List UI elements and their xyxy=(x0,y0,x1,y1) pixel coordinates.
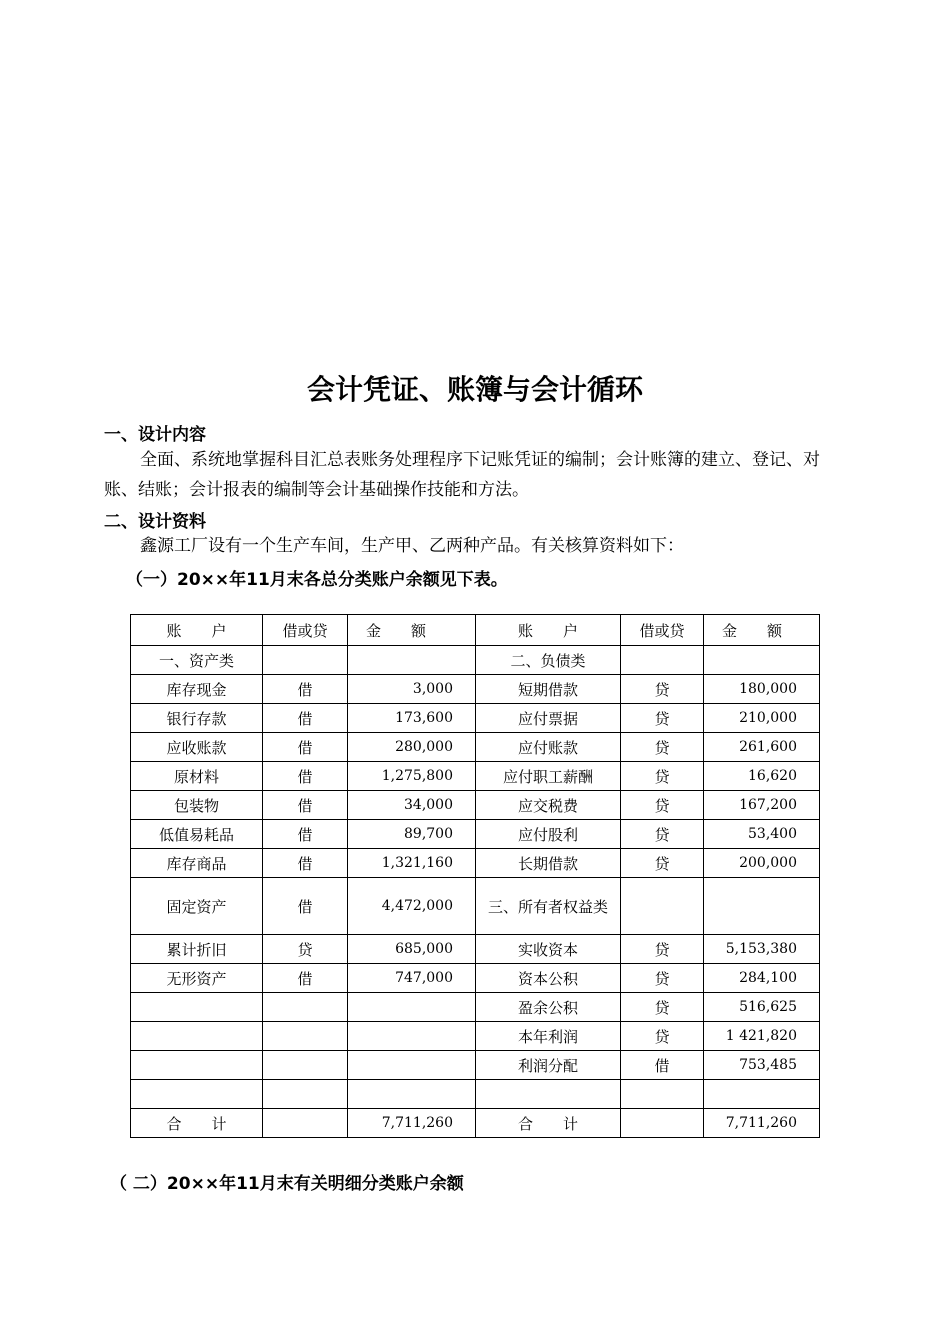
table-cell: 盈余公积 xyxy=(476,993,621,1022)
table-cell xyxy=(263,1080,348,1109)
table-cell: 贷 xyxy=(621,675,704,704)
table-cell: 借 xyxy=(263,762,348,791)
table-row xyxy=(131,849,820,878)
table-row xyxy=(131,675,820,704)
table-cell: 3,000 xyxy=(348,675,476,704)
table-cell xyxy=(263,1051,348,1080)
table-cell xyxy=(263,646,348,675)
table-cell xyxy=(131,993,263,1022)
table-cell: 借 xyxy=(263,791,348,820)
table-cell: 685,000 xyxy=(348,935,476,964)
table-cell xyxy=(704,878,820,935)
table-cell xyxy=(131,1051,263,1080)
table-cell: 借 xyxy=(263,849,348,878)
table-cell: 7,711,260 xyxy=(704,1109,820,1138)
table-cell: 借 xyxy=(263,733,348,762)
table-cell: 贷 xyxy=(621,733,704,762)
table-cell xyxy=(704,1080,820,1109)
table-cell: 1,275,800 xyxy=(348,762,476,791)
table-cell: 无形资产 xyxy=(131,964,263,993)
subheading-general-ledger-balances: （一）20××年11月末各总分类账户余额见下表。 xyxy=(126,570,508,590)
design-content-paragraph: 全面、系统地掌握科目汇总表账务处理程序下记账凭证的编制；会计账簿的建立、登记、对账、结账；会计报表的编制等会计基础操作技能和方法。 xyxy=(104,450,820,500)
table-cell: 资本公积 xyxy=(476,964,621,993)
column-header: 借或贷 xyxy=(263,615,348,646)
table-cell: 三、所有者权益类 xyxy=(476,878,621,935)
subheading-detail-ledger-balances: （ 二）20××年11月末有关明细分类账户余额 xyxy=(110,1174,464,1194)
page-title: 会计凭证、账簿与会计循环 xyxy=(306,373,643,406)
table-row xyxy=(131,762,820,791)
table-cell xyxy=(348,1051,476,1080)
table-row xyxy=(131,1080,820,1109)
table-cell: 89,700 xyxy=(348,820,476,849)
table-cell: 53,400 xyxy=(704,820,820,849)
table-cell: 280,000 xyxy=(348,733,476,762)
table-cell: 应收账款 xyxy=(131,733,263,762)
table-cell: 贷 xyxy=(263,935,348,964)
table-cell: 516,625 xyxy=(704,993,820,1022)
table-cell: 包装物 xyxy=(131,791,263,820)
table-cell: 16,620 xyxy=(704,762,820,791)
table-cell: 5,153,380 xyxy=(704,935,820,964)
table-cell xyxy=(621,646,704,675)
table-cell: 借 xyxy=(263,675,348,704)
table-cell: 本年利润 xyxy=(476,1022,621,1051)
table-cell: 长期借款 xyxy=(476,849,621,878)
table-cell: 合 计 xyxy=(476,1109,621,1138)
table-row xyxy=(131,733,820,762)
column-header: 金 额 xyxy=(348,615,476,646)
table-cell: 借 xyxy=(621,1051,704,1080)
table-cell: 低值易耗品 xyxy=(131,820,263,849)
table-cell: 贷 xyxy=(621,704,704,733)
table-cell: 应付账款 xyxy=(476,733,621,762)
table-row xyxy=(131,646,820,675)
table-cell: 贷 xyxy=(621,993,704,1022)
table-cell: 应付职工薪酬 xyxy=(476,762,621,791)
table-cell: 短期借款 xyxy=(476,675,621,704)
table-row xyxy=(131,704,820,733)
table-cell: 34,000 xyxy=(348,791,476,820)
table-cell: 借 xyxy=(263,820,348,849)
table-cell: 利润分配 xyxy=(476,1051,621,1080)
table-cell: 7,711,260 xyxy=(348,1109,476,1138)
table-row xyxy=(131,820,820,849)
table-cell xyxy=(704,646,820,675)
column-header: 金 额 xyxy=(704,615,820,646)
table-cell: 原材料 xyxy=(131,762,263,791)
column-header: 借或贷 xyxy=(621,615,704,646)
section-heading-design-material: 二、设计资料 xyxy=(104,512,206,532)
column-header: 账 户 xyxy=(131,615,263,646)
table-cell xyxy=(131,1080,263,1109)
table-cell: 180,000 xyxy=(704,675,820,704)
table-cell: 4,472,000 xyxy=(348,878,476,935)
table-cell xyxy=(263,1022,348,1051)
table-cell xyxy=(348,1022,476,1051)
table-cell: 贷 xyxy=(621,935,704,964)
table-cell: 261,600 xyxy=(704,733,820,762)
table-cell xyxy=(263,1109,348,1138)
table-cell: 借 xyxy=(263,964,348,993)
table-row xyxy=(131,1022,820,1051)
table-cell xyxy=(348,1080,476,1109)
table-row xyxy=(131,964,820,993)
table-row xyxy=(131,935,820,964)
table-row xyxy=(131,791,820,820)
table-cell: 合 计 xyxy=(131,1109,263,1138)
table-cell: 贷 xyxy=(621,964,704,993)
table-cell: 贷 xyxy=(621,849,704,878)
table-row xyxy=(131,1109,820,1138)
table-cell xyxy=(348,993,476,1022)
table-cell: 贷 xyxy=(621,762,704,791)
table-cell xyxy=(131,1022,263,1051)
table-cell xyxy=(621,1109,704,1138)
table-cell: 应付股利 xyxy=(476,820,621,849)
table-cell: 210,000 xyxy=(704,704,820,733)
table-cell: 1 421,820 xyxy=(704,1022,820,1051)
table-header-row xyxy=(131,615,820,646)
section-heading-design-content: 一、设计内容 xyxy=(104,425,206,445)
table-row xyxy=(131,1051,820,1080)
table-cell: 173,600 xyxy=(348,704,476,733)
table-cell: 固定资产 xyxy=(131,878,263,935)
table-cell: 实收资本 xyxy=(476,935,621,964)
ledger-balance-table xyxy=(130,614,820,1138)
table-cell: 应付票据 xyxy=(476,704,621,733)
table-cell: 应交税费 xyxy=(476,791,621,820)
table-cell: 库存商品 xyxy=(131,849,263,878)
column-header: 账 户 xyxy=(476,615,621,646)
table-cell: 累计折旧 xyxy=(131,935,263,964)
table-cell xyxy=(348,646,476,675)
table-cell xyxy=(263,993,348,1022)
design-material-paragraph: 鑫源工厂设有一个生产车间，生产甲、乙两种产品。有关核算资料如下： xyxy=(140,536,684,556)
table-cell: 银行存款 xyxy=(131,704,263,733)
table-cell: 747,000 xyxy=(348,964,476,993)
table-row xyxy=(131,993,820,1022)
table-cell: 贷 xyxy=(621,791,704,820)
table-cell: 167,200 xyxy=(704,791,820,820)
table-cell xyxy=(621,878,704,935)
table-cell: 借 xyxy=(263,704,348,733)
table-body xyxy=(131,646,820,1138)
table-cell: 贷 xyxy=(621,1022,704,1051)
table-row xyxy=(131,878,820,935)
table-cell: 一、资产类 xyxy=(131,646,263,675)
table-cell: 1,321,160 xyxy=(348,849,476,878)
table-cell: 二、负债类 xyxy=(476,646,621,675)
table-cell: 200,000 xyxy=(704,849,820,878)
table-cell xyxy=(621,1080,704,1109)
table-cell: 284,100 xyxy=(704,964,820,993)
table-cell: 借 xyxy=(263,878,348,935)
table-cell: 贷 xyxy=(621,820,704,849)
table-cell: 库存现金 xyxy=(131,675,263,704)
table-cell xyxy=(476,1080,621,1109)
table-cell: 753,485 xyxy=(704,1051,820,1080)
